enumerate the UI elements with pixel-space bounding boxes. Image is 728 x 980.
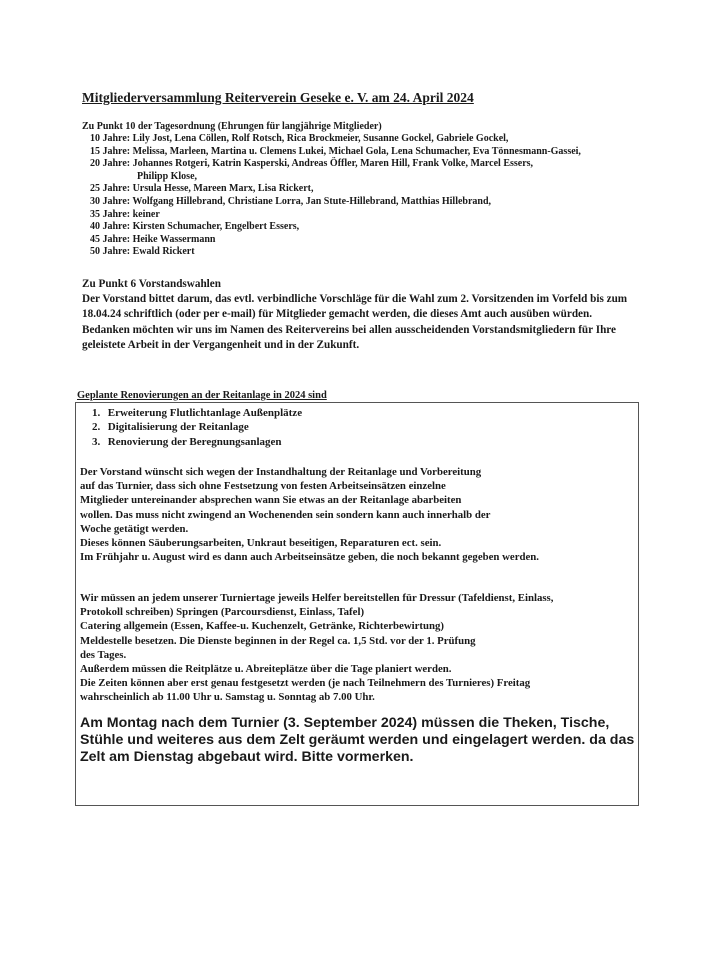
honors-row-20: 20 Jahre: Johannes Rotgeri, Katrin Kasperski, Andreas Öffler, Maren Hill, Frank Volke, Marcel Essers, bbox=[90, 158, 534, 170]
renovation-item-number: 1. bbox=[92, 407, 101, 419]
work-paragraph-line: wollen. Das muss nicht zwingend an Wochenenden sein sondern kann auch innerhalb der bbox=[80, 508, 491, 521]
work-paragraph-line: Dieses können Säuberungsarbeiten, Unkraut beseitigen, Reparaturen ect. sein. bbox=[80, 537, 442, 550]
renovations-list bbox=[92, 406, 302, 449]
honors-row-10: 10 Jahre: Lily Jost, Lena Cöllen, Rolf Rotsch, Rica Brockmeier, Susanne Gockel, Gabriele Gockel, bbox=[90, 133, 509, 144]
tournament-paragraph-line: wahrscheinlich ab 11.00 Uhr u. Samstag u. Sonntag ab 7.00 Uhr. bbox=[80, 691, 375, 704]
work-paragraph bbox=[80, 465, 539, 564]
renovation-item bbox=[92, 435, 302, 449]
work-paragraph-line: Woche getätigt werden. bbox=[80, 522, 189, 535]
honors-row-25: 25 Jahre: Ursula Hesse, Mareen Marx, Lisa Rickert, bbox=[90, 183, 314, 195]
honors-list bbox=[90, 133, 581, 259]
renovation-item-text: Digitalisierung der Reitanlage bbox=[107, 421, 249, 434]
tournament-paragraph-line: Catering allgemein (Essen, Kaffee-u. Kuchenzelt, Getränke, Richterbewirtung) bbox=[80, 620, 445, 633]
work-paragraph-line: Der Vorstand wünscht sich wegen der Instandhaltung der Reitanlage und Vorbereitung bbox=[80, 466, 482, 478]
honors-row-20-continued: Philipp Klose, bbox=[137, 170, 198, 182]
honors-heading: Zu Punkt 10 der Tagesordnung (Ehrungen für langjährige Mitglieder) bbox=[82, 121, 382, 132]
renovations-heading: Geplante Renovierungen an der Reitanlage in 2024 sind bbox=[77, 390, 327, 401]
honors-row-40: 40 Jahre: Kirsten Schumacher, Engelbert Essers, bbox=[90, 221, 300, 233]
board-election-heading: Zu Punkt 6 Vorstandswahlen bbox=[82, 278, 221, 290]
tournament-paragraph-line: des Tages. bbox=[80, 648, 127, 661]
work-paragraph-line: auf das Turnier, dass sich ohne Festsetzung von festen Arbeitseinsätzen einzelne bbox=[80, 480, 446, 493]
tournament-paragraph-line: Meldestelle besetzen. Die Dienste beginnen in der Regel ca. 1,5 Std. vor der 1. Prüfung bbox=[80, 634, 476, 647]
board-election-section bbox=[82, 277, 652, 353]
honors-row-30: 30 Jahre: Wolfgang Hillebrand, Christiane Lorra, Jan Stute-Hillebrand, Matthias Hillebrand, bbox=[90, 195, 492, 207]
renovation-item-number: 2. bbox=[92, 421, 101, 434]
honors-row-35: 35 Jahre: keiner bbox=[90, 208, 160, 220]
renovation-item bbox=[92, 406, 302, 420]
renovation-item-text: Erweiterung Flutlichtanlage Außenplätze bbox=[107, 407, 303, 419]
work-paragraph-line: Im Frühjahr u. August wird es dann auch Arbeitseinsätze geben, die noch bekannt gegeben werden. bbox=[80, 551, 540, 564]
renovation-item-number: 3. bbox=[92, 435, 101, 448]
honors-row-45: 45 Jahre: Heike Wassermann bbox=[90, 233, 216, 245]
tournament-paragraph bbox=[80, 591, 553, 705]
honors-row-15: 15 Jahre: Melissa, Marleen, Martina u. Clemens Lukei, Michael Gola, Lena Schumacher, Eva Tönnesmann-Gassei, bbox=[90, 145, 581, 157]
honors-row-50: 50 Jahre: Ewald Rickert bbox=[90, 246, 195, 258]
tournament-paragraph-line: Protokoll schreiben) Springen (Parcoursdienst, Einlass, Tafel) bbox=[80, 606, 365, 619]
board-election-paragraph: Der Vorstand bittet darum, das evtl. verbindliche Vorschläge für die Wahl zum 2. Vorsitzenden im Vorfeld bis zum 18.04.24 schriftlich (oder per e-mail) für Mitglieder gemacht werden, die dieses Amt auch ausüben würden. bbox=[82, 293, 628, 321]
renovation-item-text: Renovierung der Beregnungsanlagen bbox=[107, 435, 282, 448]
work-paragraph-line: Mitglieder untereinander absprechen wann Sie etwas an der Reitanlage abarbeiten bbox=[80, 494, 462, 507]
board-thanks-paragraph: Bedanken möchten wir uns im Namen des Reitervereins bei allen ausscheidenden Vorstandsmitgliedern für Ihre geleistete Arbeit in der Vergangenheit und in der Zukunft. bbox=[82, 323, 617, 351]
tent-notice: Am Montag nach dem Turnier (3. September 2024) müssen die Theken, Tische, Stühle und weiteres aus dem Zelt geräumt werden und eingelagert werden. da das Zelt am Dienstag abgebaut wird. Bitte vormerken. bbox=[80, 715, 635, 766]
document-title: Mitgliederversammlung Reiterverein Geseke e. V. am 24. April 2024 bbox=[82, 90, 474, 105]
tournament-paragraph-line: Die Zeiten können aber erst genau festgesetzt werden (je nach Teilnehmern des Turnieres) Freitag bbox=[80, 677, 531, 690]
tournament-paragraph-line: Außerdem müssen die Reitplätze u. Abreiteplätze über die Tage planiert werden. bbox=[80, 663, 452, 676]
tournament-paragraph-line: Wir müssen an jedem unserer Turniertage jeweils Helfer bereitstellen für Dressur (Tafeldienst, Einlass, bbox=[80, 592, 554, 604]
renovation-item bbox=[92, 420, 302, 434]
